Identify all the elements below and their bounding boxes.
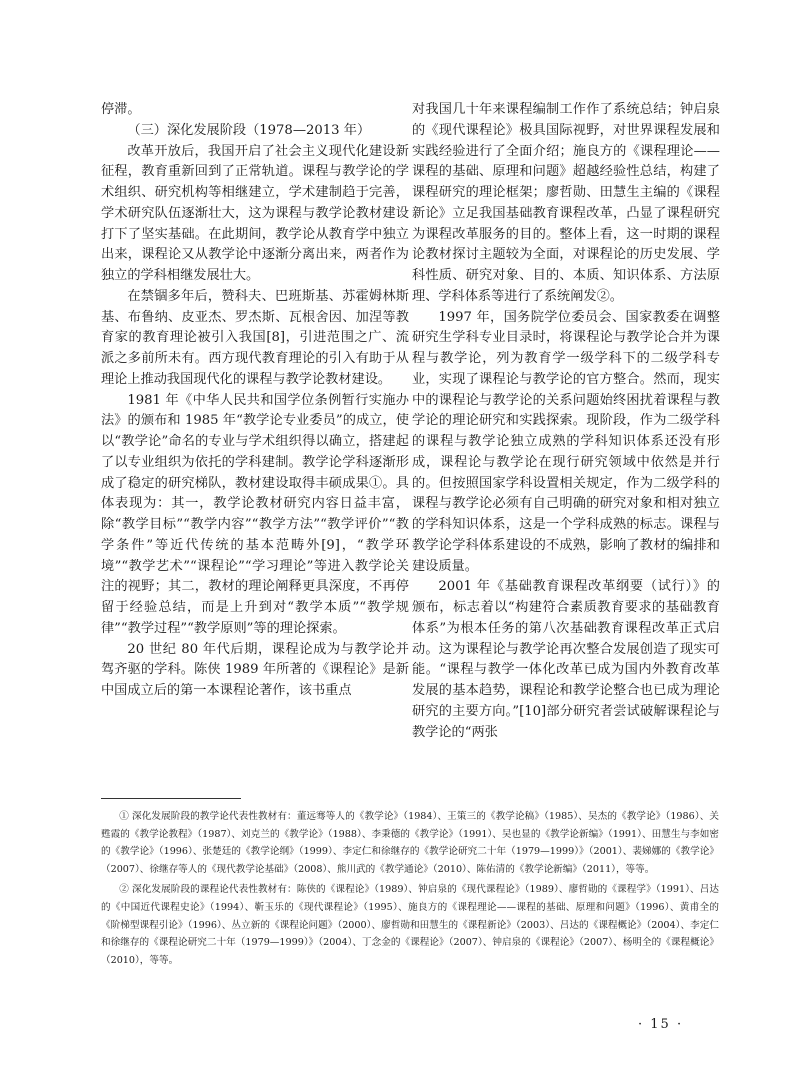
footnotes — [101, 808, 719, 972]
footnote: ① 深化发展阶段的教学论代表性教材有：董远骞等人的《教学论》（1984）、王策三的《教学论稿》（1985）、吴杰的《教学论》（1986）、关甦霞的《教学论教程》（1987）、刘克兰的《教学论》（1988）、李秉德的《教学论》（1991）、吴也显的《教学论新编》（1991）、田慧生与李如密的《教学论》（1996）、张楚廷的《教学论纲》（1999）、李定仁和徐继存的《教学论研究二十年（1979—1999）》（2001）、裴娣娜的《教学论》（2007）、徐继存等人的《现代教学论基础》（2008）、熊川武的《教学通论》（2010）、陈佑清的《教学论新编》（2011），等等。 — [101, 811, 719, 875]
right-text-column — [412, 100, 720, 743]
body-paragraph: 在禁锢多年后，赞科夫、巴班斯基、苏霍姆林斯基、布鲁纳、皮亚杰、罗杰斯、瓦根舍因、加涅等教育家的教育理论被引入我国[8]，引进范围之广、流派之多前所未有。西方现代教育理论的引入有助于从理论上推动我国现代化的课程与教学论教材建设。 — [101, 288, 409, 387]
left-text-column — [101, 100, 409, 702]
footnote: ② 深化发展阶段的课程论代表性教材有：陈侠的《课程论》（1989）、钟启泉的《现代课程论》（1989）、廖哲勋的《课程学》（1991）、吕达的《中国近代课程史论》（1994）、靳玉乐的《现代课程论》（1995）、施良方的《课程理论——课程的基础、原理和问题》（1996）、黄甫全的《阶梯型课程引论》（1996）、丛立新的《课程论问题》（2000）、廖哲勋和田慧生的《课程新论》（2003）、吕达的《课程概论》（2004）、李定仁和徐继存的《课程论研究二十年（1979—1999）》（2004）、丁念金的《课程论》（2007）、钟启泉的《课程论》（2007）、杨明全的《课程概论》（2010），等等。 — [101, 884, 719, 966]
body-paragraph: 2001 年《基础教育课程改革纲要（试行）》的颁布，标志着以“构建符合素质教育要求的基础教育体系”为根本任务的第八次基础教育课程改革正式启动。这为课程论与教学论再次整合发展创造了现实可能。“课程与教学一体化改革已成为国内外教育改革发展的基本趋势，课程论和教学论整合也已成为理论研究的主要方向。”[10]部分研究者尝试破解课程论与教学论的“两张 — [412, 579, 720, 740]
footnote-divider — [101, 798, 241, 799]
body-paragraph: 20 世纪 80 年代后期，课程论成为与教学论并驾齐驱的学科。陈侠 1989 年所著的《课程论》是新中国成立后的第一本课程论著作，该书重点 — [101, 641, 409, 698]
body-paragraph: 1981 年《中华人民共和国学位条例暂行实施办法》的颁布和 1985 年“教学论专业委员”的成立，使以“教学论”命名的专业与学术组织得以确立，搭建起了以专业组织为依托的学科建制。教学论学科逐渐形成了稳定的研究梯队，教材建设取得丰硕成果①。具体表现为：其一，教学论教材研究内容日益丰富，除“教学目标”“教学内容”“教学方法”“教学评价”“教学条件”等近代传统的基本范畴外[9]，“教学环境”“教学艺术”“课程论”“学习理论”等进入教学论关注的视野；其二，教材的理论阐释更具深度，不再停留于经验总结，而是上升到对“教学本质”“教学规律”“教学过程”“教学原则”等的理论探索。 — [101, 392, 409, 636]
section-heading: （三）深化发展阶段（1978—2013 年） — [127, 122, 371, 138]
body-paragraph: 改革开放后，我国开启了社会主义现代化建设新征程，教育重新回到了正常轨道。课程与教学论的学术组织、研究机构等相继建立，学术建制趋于完善，学术研究队伍逐渐壮大，这为课程与教学论教材建设打下了坚实基础。在此期间，教学论从教育学中独立出来，课程论又从教学论中逐渐分离出来，两者作为独立的学科相继发展壮大。 — [101, 143, 409, 283]
body-paragraph: 对我国几十年来课程编制工作作了系统总结；钟启泉的《现代课程论》极具国际视野，对世界课程发展和实践经验进行了全面介绍；施良方的《课程理论——课程的基础、原理和问题》超越经验性总结，构建了课程研究的理论框架；廖哲勋、田慧生主编的《课程新论》立足我国基础教育课程改革，凸显了课程研究为课程改革服务的目的。整体上看，这一时期的课程论教材探讨主题较为全面，对课程论的历史发展、学科性质、研究对象、目的、本质、知识体系、方法原理、学科体系等进行了系统阐发②。 — [412, 102, 720, 304]
page-number: · 15 · — [638, 1017, 684, 1032]
body-paragraph: 1997 年，国务院学位委员会、国家教委在调整研究生学科专业目录时，将课程论与教学论合并为课程与教学论，列为教育学一级学科下的二级学科专业，实现了课程论与教学论的官方整合。然而，现实中的课程论与教学论的关系问题始终困扰着课程与教学论的理论研究和实践探索。现阶段，作为二级学科的课程与教学论独立成熟的学科知识体系还没有形成，课程论与教学论在现行研究领域中依然是并行的。但按照国家学科设置相关规定，作为二级学科的课程与教学论必须有自己明确的研究对象和相对独立的学科知识体系，这是一个学科成熟的标志。课程与教学论学科体系建设的不成熟，影响了教材的编排和建设质量。 — [412, 309, 720, 574]
body-paragraph: 停滞。 — [101, 102, 141, 117]
